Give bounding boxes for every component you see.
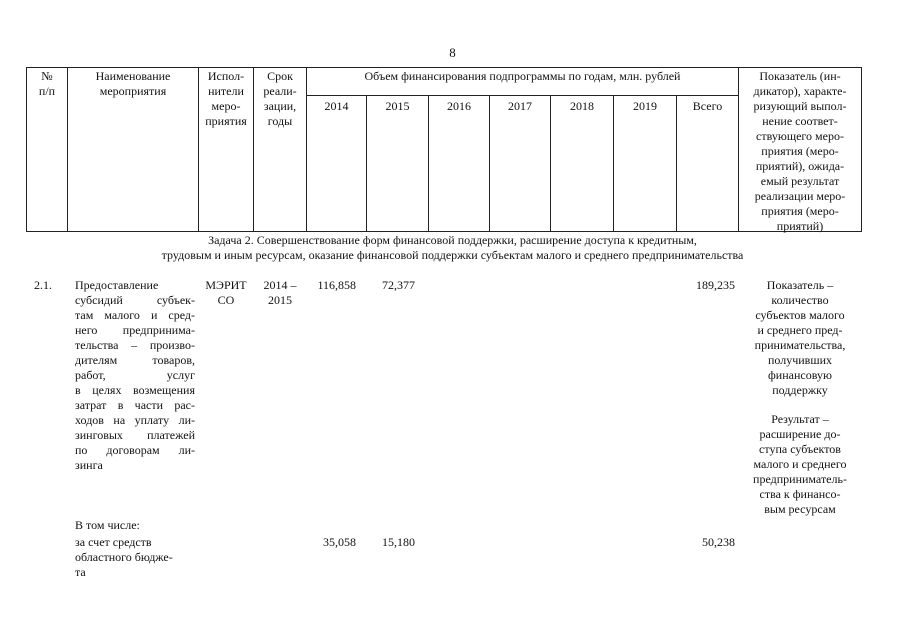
header-year-2019: 2019 xyxy=(633,99,657,113)
row-term: 2014 – 2015 xyxy=(263,278,297,307)
row-name-line: дителям товаров, xyxy=(75,353,195,367)
row-name-line: там малого и сред- xyxy=(75,308,195,322)
row-total: 189,235 xyxy=(696,278,735,292)
row-result: Результат – расширение до- ступа субъектов малого и среднего предприниматель- ства к финансо- вым ресурсам xyxy=(753,412,847,516)
row-name-line: по договорам ли- xyxy=(75,443,195,457)
row-name-line: ходов на уплату ли- xyxy=(75,413,195,427)
row-executor: МЭРИТ СО xyxy=(205,278,247,307)
row-name-line: субсидий субъек- xyxy=(75,293,195,307)
task-title: Задача 2. Совершенствование форм финансовой поддержки, расширение доступа к кредитным, трудовым и иным ресурсам, оказание финансовой поддержки субъектам малого и среднего предпринимательства xyxy=(161,233,744,262)
header-col-name: Наименование мероприятия xyxy=(95,69,171,98)
budget-value-2014: 35,058 xyxy=(323,535,356,549)
header-year-2015: 2015 xyxy=(385,99,410,113)
row-name-line: зинговых платежей xyxy=(75,428,195,442)
including-label: В том числе: xyxy=(75,518,140,532)
header-col-number: № п/п xyxy=(38,69,56,98)
row-indicator: Показатель – количество субъектов малого и среднего пред- принимательства, получивших финансовую поддержку xyxy=(754,278,846,397)
row-name xyxy=(75,278,195,473)
row-name-line: него предпринима- xyxy=(75,323,195,337)
header-year-2017: 2017 xyxy=(508,99,532,113)
header-year-2018: 2018 xyxy=(570,99,594,113)
row-name-line: Предоставление xyxy=(75,278,159,292)
row-name-line: зинга xyxy=(75,458,103,472)
header-col-term: Срок реали- зации, годы xyxy=(263,69,297,128)
row-name-line: тельства – произво- xyxy=(75,338,195,352)
header-col-indicator: Показатель (ин- дикатор), характе- ризующий выпол- нение соответ- ствующего меро- приятия (меро- приятий), ожида- емый результат реализации меро- приятия (меро- приятий) xyxy=(753,69,847,233)
row-name-line: работ, услуг xyxy=(75,368,195,382)
header-year-2016: 2016 xyxy=(447,99,471,113)
row-number: 2.1. xyxy=(34,278,52,292)
row-value-2015: 72,377 xyxy=(382,278,415,292)
header-col-executor: Испол- нители меро- приятия xyxy=(205,69,247,128)
header-col-funding: Объем финансирования подпрограммы по годам, млн. рублей xyxy=(364,69,681,83)
header-year-2014: 2014 xyxy=(324,99,349,113)
row-name-line: в целях возмещения xyxy=(75,383,195,397)
budget-row-name: за счет средств областного бюдже- та xyxy=(75,535,173,579)
budget-total: 50,238 xyxy=(702,535,735,549)
row-value-2014: 116,858 xyxy=(317,278,356,292)
page-number: 8 xyxy=(449,45,456,60)
row-name-line: затрат в части рас- xyxy=(75,398,195,412)
header-total: Всего xyxy=(692,99,723,113)
budget-value-2015: 15,180 xyxy=(382,535,415,549)
